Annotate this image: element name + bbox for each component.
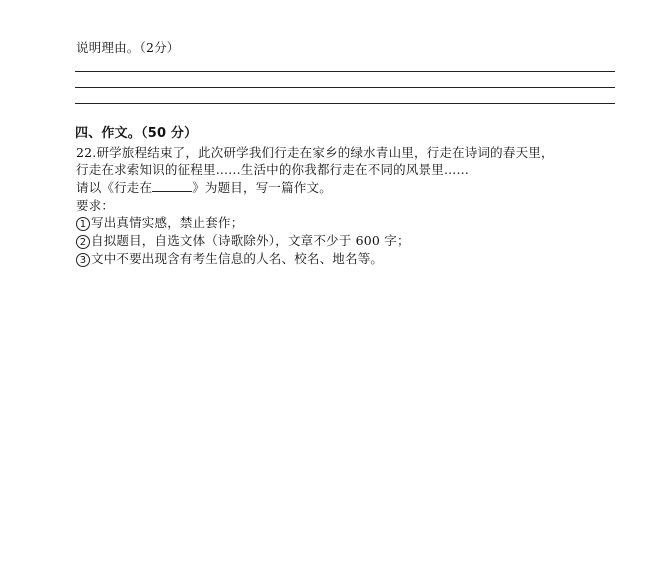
question-22-text-1: 研学旅程结束了，此次研学我们行走在家乡的绿水青山里，行走在诗词的春天里， <box>96 145 554 160</box>
requirement-item-1 <box>76 215 243 231</box>
previous-question-instruction: 说明理由。（2分） <box>76 40 180 55</box>
requirement-item-2 <box>76 233 410 249</box>
prompt-text-after: 》为题目，写一篇作文。 <box>192 180 332 195</box>
circled-number-2: 2 <box>76 235 90 249</box>
question-22-line-1 <box>76 145 554 161</box>
essay-prompt <box>76 180 332 196</box>
answer-line-2 <box>75 87 615 88</box>
answer-line-1 <box>75 71 615 72</box>
prompt-text-before: 请以《行走在 <box>76 180 153 195</box>
title-blank <box>152 180 192 192</box>
circled-number-1: 1 <box>76 217 90 231</box>
circled-number-3: 3 <box>76 253 90 267</box>
question-22-line-2: 行走在求索知识的征程里......生活中的你我都行走在不同的风景里...... <box>76 162 469 177</box>
question-number: 22. <box>76 145 97 160</box>
requirement-text-1: 写出真情实感，禁止套作； <box>91 215 244 230</box>
requirement-text-2: 自拟题目，自选文体（诗歌除外），文章不少于 600 字； <box>91 233 410 248</box>
section-heading: 四、作文。（50 分） <box>75 126 198 141</box>
requirements-label: 要求： <box>76 198 115 213</box>
answer-line-3 <box>75 103 615 104</box>
requirement-text-3: 文中不要出现含有考生信息的人名、校名、地名等。 <box>91 251 384 266</box>
requirement-item-3 <box>76 251 383 267</box>
